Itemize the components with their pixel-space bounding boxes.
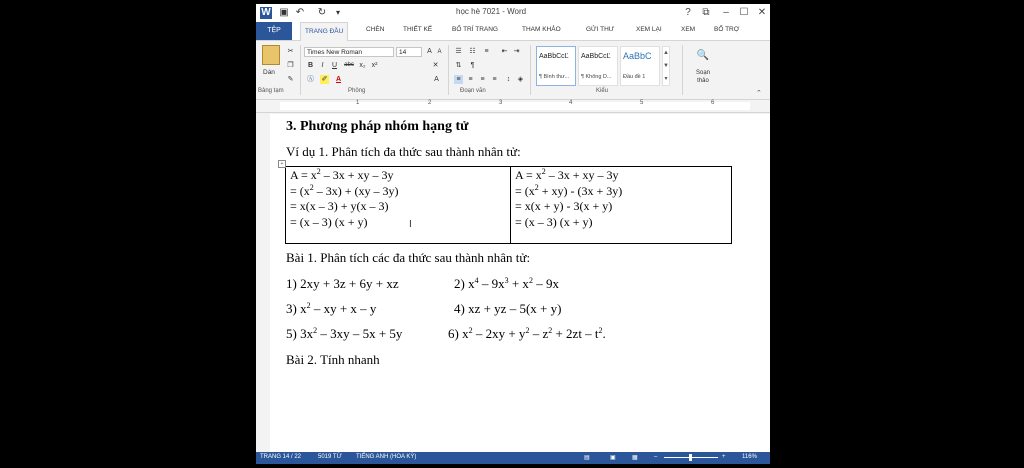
- ribbon-display-button[interactable]: ⧉: [702, 7, 710, 18]
- ruler-number: 6: [711, 100, 715, 106]
- zoom-out-icon[interactable]: –: [654, 454, 658, 460]
- line-spacing-icon[interactable]: ↕: [506, 76, 511, 83]
- divider: [448, 45, 449, 95]
- group-styles-label: Kiểu: [596, 88, 609, 94]
- style-sample: AaBbCcĽ: [539, 53, 569, 60]
- font-size-select[interactable]: 14: [396, 47, 422, 57]
- language-indicator[interactable]: TIẾNG ANH (HOA KỲ): [356, 454, 417, 460]
- exercise-2-title: Bài 2. Tính nhanh: [286, 352, 380, 367]
- problem-2: 2) $x^4 - 9x^3 + x^2 - 9x$: [454, 276, 559, 291]
- minimize-button[interactable]: –: [723, 7, 729, 18]
- tab-mailings[interactable]: GỬI THƯ: [586, 26, 615, 33]
- section-heading: 3. Phương pháp nhóm hạng tử: [286, 119, 469, 134]
- change-case-icon[interactable]: A: [434, 76, 439, 83]
- redo-icon[interactable]: ↻: [317, 7, 327, 18]
- tab-design[interactable]: THIẾT KẾ: [403, 26, 433, 33]
- ruler-number: 1: [356, 100, 360, 106]
- horizontal-ruler[interactable]: [256, 100, 770, 113]
- table-cell-right-line: $A = x^2 - 3x$ + xy – 3y: [515, 167, 619, 182]
- vertical-ruler[interactable]: [256, 114, 268, 454]
- shrink-font-icon[interactable]: A: [437, 49, 442, 55]
- style-normal[interactable]: [536, 46, 576, 86]
- ruler-number: 3: [499, 100, 503, 106]
- strikethrough-button[interactable]: abc: [344, 62, 354, 68]
- bullets-icon[interactable]: ☰: [455, 48, 462, 55]
- superscript-button[interactable]: x²: [371, 62, 378, 69]
- font-name-select[interactable]: Times New Roman: [304, 47, 394, 57]
- ribbon: [256, 41, 770, 100]
- subscript-button[interactable]: x₂: [359, 62, 366, 69]
- group-font-label: Phông: [348, 88, 366, 94]
- find-icon[interactable]: 🔍: [696, 50, 710, 61]
- ruler-number: 4: [569, 100, 573, 106]
- ribbon-tabs: [256, 22, 770, 41]
- align-right-icon[interactable]: ≡: [480, 76, 485, 83]
- customize-toolbar-icon[interactable]: ▾: [335, 8, 340, 17]
- underline-button[interactable]: U: [331, 62, 338, 69]
- text-cursor-icon: I: [409, 219, 412, 230]
- style-heading-1[interactable]: [620, 46, 660, 86]
- exercise-1-title: Bài 1. Phân tích các đa thức sau thành nhân tử:: [286, 250, 531, 265]
- style-no-spacing[interactable]: [578, 46, 618, 86]
- styles-scroll[interactable]: ▲ ▼ ▾: [662, 46, 670, 86]
- style-sample: AaBbC: [623, 51, 652, 61]
- undo-icon[interactable]: ↶: [295, 7, 305, 18]
- group-paragraph-label: Đoạn văn: [460, 88, 486, 94]
- zoom-level[interactable]: 116%: [742, 454, 757, 460]
- ruler-number: 5: [640, 100, 644, 106]
- word-count[interactable]: 5019 TỪ: [318, 454, 342, 460]
- problem-6: 6) $x^2 - 2xy + y^2 - z^2 + 2zt - t^2$.: [448, 326, 606, 341]
- tab-references[interactable]: THAM KHẢO: [522, 26, 561, 33]
- divider: [530, 45, 531, 95]
- document-page[interactable]: [270, 114, 770, 454]
- tab-view[interactable]: XEM: [681, 26, 696, 33]
- align-center-icon[interactable]: ≡: [468, 76, 473, 83]
- ruler-body: [280, 102, 750, 110]
- group-clipboard-label: Bảng tạm: [258, 88, 284, 94]
- clear-format-icon[interactable]: ✕: [432, 62, 439, 69]
- table-cell-left-line: $A = x^2 - 3x$ + xy – 3y: [290, 167, 394, 182]
- shading-icon[interactable]: ◈: [517, 76, 524, 83]
- read-mode-icon[interactable]: ▤: [584, 455, 590, 461]
- bold-button[interactable]: B: [307, 62, 314, 69]
- style-sample: AaBbCcĽ: [581, 53, 611, 60]
- paste-label[interactable]: Dán: [263, 69, 275, 76]
- title-bar: [256, 4, 770, 22]
- sort-icon[interactable]: ⇅: [455, 62, 462, 69]
- tab-layout[interactable]: BỐ TRÍ TRANG: [452, 26, 498, 33]
- table-cell-right-line: = (x – 3) (x + y): [515, 214, 593, 229]
- table-cell-left-line: = $(x^2 - 3x) + (xy - 3y)$: [290, 182, 399, 198]
- text-effects-icon[interactable]: Ⓐ: [307, 76, 314, 83]
- style-name: Đầu đề 1: [623, 74, 646, 80]
- table-divider: [510, 167, 511, 243]
- tab-home[interactable]: TRANG ĐẦU: [300, 22, 348, 41]
- ruler-number: 2: [428, 100, 432, 106]
- increase-indent-icon[interactable]: ⇥: [513, 48, 520, 55]
- style-name: ¶ Bình thư...: [539, 74, 570, 80]
- table-move-handle-icon[interactable]: +: [278, 160, 286, 168]
- copy-icon[interactable]: ❐: [287, 62, 294, 69]
- italic-button[interactable]: I: [321, 62, 324, 69]
- table-cell-right-line: = $(x^2 + xy) - (3x + 3y)$: [515, 182, 623, 198]
- close-button[interactable]: ✕: [757, 7, 767, 18]
- font-color-button[interactable]: A: [335, 76, 342, 83]
- multilevel-list-icon[interactable]: ≡: [484, 48, 489, 55]
- web-layout-icon[interactable]: ▦: [632, 455, 638, 461]
- justify-icon[interactable]: ≡: [492, 76, 497, 83]
- table-cell-left-line: = x(x – 3) + y(x – 3): [290, 199, 389, 213]
- highlight-icon[interactable]: ✐: [321, 76, 328, 83]
- problem-5: 5) $3x^2 - 3xy - 5x + 5y$: [286, 326, 403, 341]
- word-window: [256, 4, 770, 464]
- problem-4: 4) xz + yz – 5(x + y): [454, 301, 562, 316]
- save-icon[interactable]: ▣: [279, 7, 289, 18]
- divider: [682, 45, 683, 95]
- tab-file[interactable]: TỆP: [256, 22, 292, 40]
- print-layout-icon[interactable]: ▣: [610, 455, 616, 461]
- problem-3: 3) $x^2$ – xy + x – y: [286, 301, 377, 316]
- style-name: ¶ Không D...: [581, 74, 612, 80]
- table-cell-right-line: = x(x + y) - 3(x + y): [515, 199, 613, 213]
- zoom-slider-thumb[interactable]: [689, 454, 692, 461]
- status-bar: [256, 452, 770, 464]
- paste-icon[interactable]: [262, 45, 280, 65]
- help-button[interactable]: ?: [685, 7, 691, 18]
- editing-button[interactable]: Soạn thảo: [695, 70, 710, 84]
- tab-insert[interactable]: CHÈN: [366, 26, 385, 33]
- grow-font-icon[interactable]: A: [427, 48, 432, 55]
- show-marks-icon[interactable]: ¶: [470, 62, 475, 69]
- example-text: Ví dụ 1. Phân tích đa thức sau thành nhân tử:: [286, 144, 521, 159]
- format-painter-icon[interactable]: ✎: [287, 76, 294, 83]
- decrease-indent-icon[interactable]: ⇤: [501, 48, 508, 55]
- tab-review[interactable]: XEM LẠI: [636, 26, 662, 33]
- table-cell-left-line: = (x – 3) (x + y): [290, 214, 368, 229]
- page-count[interactable]: TRANG 14 / 22: [260, 454, 302, 460]
- word-app-icon: W: [261, 7, 271, 18]
- zoom-in-icon[interactable]: +: [722, 454, 726, 460]
- problem-1: 1) 2xy + 3z + 6y + xz: [286, 276, 399, 291]
- window-title: học hè 7021 - Word: [456, 7, 527, 16]
- maximize-button[interactable]: ☐: [739, 7, 749, 18]
- solution-table[interactable]: [285, 166, 732, 244]
- numbering-icon[interactable]: ☷: [469, 48, 476, 55]
- cut-icon[interactable]: ✂: [287, 48, 294, 55]
- tab-addins[interactable]: BỔ TRỢ: [714, 26, 740, 33]
- align-left-icon[interactable]: ≡: [454, 75, 463, 84]
- divider: [300, 45, 301, 95]
- collapse-ribbon-icon[interactable]: ⌃: [756, 90, 762, 97]
